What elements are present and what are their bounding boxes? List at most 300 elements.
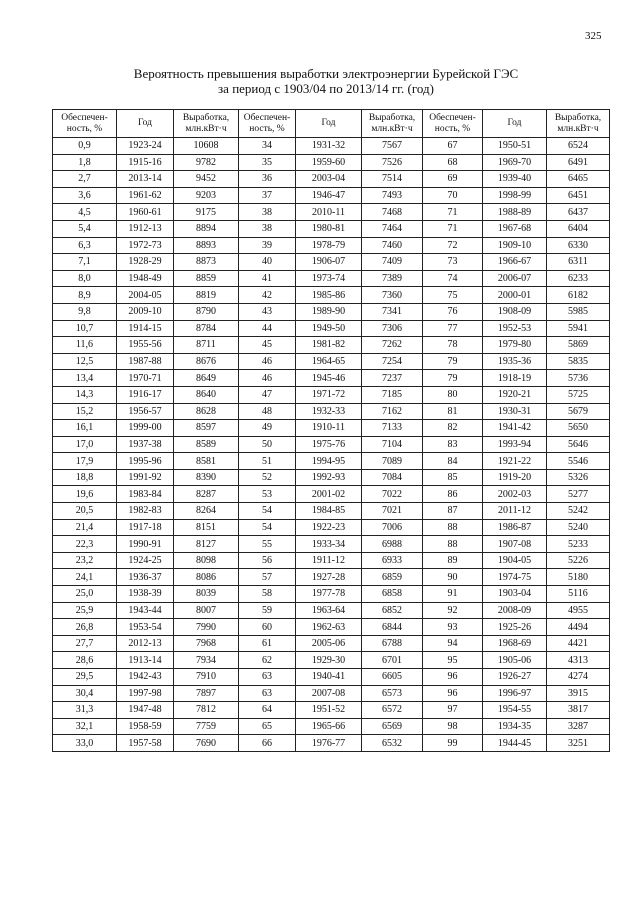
table-cell-year: 1919-20 (483, 469, 547, 486)
table-row (53, 635, 610, 652)
table-cell-year: 1918-19 (483, 370, 547, 387)
table-cell-year: 2005-06 (296, 635, 362, 652)
table-cell-supply: 58 (239, 586, 296, 603)
table-cell-output: 8784 (174, 320, 239, 337)
table-cell-year: 2009-10 (117, 303, 174, 320)
table-cell-year: 1911-12 (296, 552, 362, 569)
table-cell-output: 8628 (174, 403, 239, 420)
table-cell-supply: 8,0 (53, 270, 117, 287)
table-row (53, 138, 610, 155)
table-cell-year: 1978-79 (296, 237, 362, 254)
table-row (53, 370, 610, 387)
table-cell-year: 2013-14 (117, 171, 174, 188)
table-row (53, 337, 610, 354)
table-cell-output: 6491 (547, 154, 610, 171)
table-cell-year: 1961-62 (117, 187, 174, 204)
table-cell-output: 5242 (547, 503, 610, 520)
table-cell-year: 1969-70 (483, 154, 547, 171)
table-cell-year: 1968-69 (483, 635, 547, 652)
table-cell-supply: 15,2 (53, 403, 117, 420)
table-row (53, 486, 610, 503)
table-cell-year: 1962-63 (296, 619, 362, 636)
table-row (53, 287, 610, 304)
table-cell-output: 9203 (174, 187, 239, 204)
table-cell-supply: 54 (239, 519, 296, 536)
table-row (53, 254, 610, 271)
table-cell-year: 1931-32 (296, 138, 362, 155)
table-cell-year: 1936-37 (117, 569, 174, 586)
table-cell-output: 8790 (174, 303, 239, 320)
table-cell-year: 1940-41 (296, 669, 362, 686)
table-cell-output: 6182 (547, 287, 610, 304)
table-cell-year: 2012-13 (117, 635, 174, 652)
table-cell-supply: 94 (423, 635, 483, 652)
table-cell-output: 6572 (362, 702, 423, 719)
table-cell-year: 1991-92 (117, 469, 174, 486)
table-cell-supply: 24,1 (53, 569, 117, 586)
table-cell-year: 1934-35 (483, 718, 547, 735)
table-cell-output: 8086 (174, 569, 239, 586)
table-cell-supply: 16,1 (53, 420, 117, 437)
table-cell-supply: 68 (423, 154, 483, 171)
table-cell-year: 1917-18 (117, 519, 174, 536)
table-cell-supply: 37 (239, 187, 296, 204)
table-row (53, 602, 610, 619)
table-cell-output: 8711 (174, 337, 239, 354)
table-cell-year: 1910-11 (296, 420, 362, 437)
table-cell-output: 7084 (362, 469, 423, 486)
table-cell-supply: 98 (423, 718, 483, 735)
table-cell-year: 1963-64 (296, 602, 362, 619)
table-row (53, 552, 610, 569)
document-title (60, 66, 592, 96)
header-supply-1: Обеспечен-ность, % (53, 110, 117, 138)
table-cell-output: 8039 (174, 586, 239, 603)
table-cell-supply: 63 (239, 669, 296, 686)
table-cell-output: 7493 (362, 187, 423, 204)
table-cell-output: 7021 (362, 503, 423, 520)
table-row (53, 569, 610, 586)
table-cell-output: 8894 (174, 220, 239, 237)
table-cell-output: 7254 (362, 353, 423, 370)
table-row (53, 685, 610, 702)
table-cell-supply: 17,0 (53, 436, 117, 453)
table-cell-year: 1989-90 (296, 303, 362, 320)
table-cell-output: 7341 (362, 303, 423, 320)
table-cell-year: 1981-82 (296, 337, 362, 354)
table-cell-year: 1995-96 (117, 453, 174, 470)
table-header-row (53, 110, 610, 138)
table-cell-year: 1909-10 (483, 237, 547, 254)
table-cell-output: 8098 (174, 552, 239, 569)
table-cell-output: 8589 (174, 436, 239, 453)
table-cell-supply: 12,5 (53, 353, 117, 370)
table-cell-supply: 13,4 (53, 370, 117, 387)
table-cell-output: 7468 (362, 204, 423, 221)
table-cell-output: 5985 (547, 303, 610, 320)
table-cell-year: 1983-84 (117, 486, 174, 503)
table-cell-supply: 69 (423, 171, 483, 188)
table-cell-supply: 71 (423, 220, 483, 237)
table-cell-supply: 55 (239, 536, 296, 553)
table-cell-year: 1980-81 (296, 220, 362, 237)
table-cell-supply: 61 (239, 635, 296, 652)
table-cell-year: 1922-23 (296, 519, 362, 536)
table-cell-year: 1953-54 (117, 619, 174, 636)
table-cell-year: 1973-74 (296, 270, 362, 287)
table-row (53, 420, 610, 437)
table-cell-output: 5116 (547, 586, 610, 603)
table-cell-output: 8151 (174, 519, 239, 536)
table-cell-output: 5835 (547, 353, 610, 370)
table-cell-output: 7185 (362, 386, 423, 403)
table-cell-year: 1992-93 (296, 469, 362, 486)
table-cell-year: 1926-27 (483, 669, 547, 686)
table-cell-supply: 4,5 (53, 204, 117, 221)
table-cell-output: 8390 (174, 469, 239, 486)
table-cell-year: 1914-15 (117, 320, 174, 337)
table-cell-year: 2003-04 (296, 171, 362, 188)
table-cell-output: 7910 (174, 669, 239, 686)
table-cell-year: 1913-14 (117, 652, 174, 669)
table-cell-year: 1927-28 (296, 569, 362, 586)
table-cell-supply: 81 (423, 403, 483, 420)
table-cell-supply: 86 (423, 486, 483, 503)
table-cell-supply: 52 (239, 469, 296, 486)
table-cell-supply: 90 (423, 569, 483, 586)
table-cell-year: 1987-88 (117, 353, 174, 370)
table-cell-supply: 23,2 (53, 552, 117, 569)
table-cell-supply: 54 (239, 503, 296, 520)
header-output-3: Выработка, млн.кВт·ч (547, 110, 610, 138)
table-cell-output: 7306 (362, 320, 423, 337)
table-cell-year: 1925-26 (483, 619, 547, 636)
table-cell-output: 5233 (547, 536, 610, 553)
table-row (53, 386, 610, 403)
table-cell-year: 1924-25 (117, 552, 174, 569)
table-cell-year: 2011-12 (483, 503, 547, 520)
table-cell-supply: 59 (239, 602, 296, 619)
table-cell-supply: 7,1 (53, 254, 117, 271)
table-cell-supply: 60 (239, 619, 296, 636)
table-cell-supply: 39 (239, 237, 296, 254)
table-cell-year: 1954-55 (483, 702, 547, 719)
table-cell-supply: 65 (239, 718, 296, 735)
table-cell-output: 6311 (547, 254, 610, 271)
table-cell-output: 9782 (174, 154, 239, 171)
table-cell-output: 6844 (362, 619, 423, 636)
table-cell-supply: 84 (423, 453, 483, 470)
table-cell-year: 1986-87 (483, 519, 547, 536)
table-cell-output: 5736 (547, 370, 610, 387)
table-row (53, 204, 610, 221)
table-cell-output: 7409 (362, 254, 423, 271)
table-cell-year: 1950-51 (483, 138, 547, 155)
table-cell-supply: 82 (423, 420, 483, 437)
table-row (53, 536, 610, 553)
table-cell-year: 1951-52 (296, 702, 362, 719)
table-cell-output: 6465 (547, 171, 610, 188)
table-cell-year: 1999-00 (117, 420, 174, 437)
table-row (53, 453, 610, 470)
table-cell-output: 7389 (362, 270, 423, 287)
table-cell-year: 2004-05 (117, 287, 174, 304)
table-cell-year: 1979-80 (483, 337, 547, 354)
table-cell-output: 8819 (174, 287, 239, 304)
table-cell-year: 2010-11 (296, 204, 362, 221)
table-cell-supply: 67 (423, 138, 483, 155)
table-cell-year: 1932-33 (296, 403, 362, 420)
table-cell-output: 8581 (174, 453, 239, 470)
table-cell-year: 1943-44 (117, 602, 174, 619)
table-cell-output: 8264 (174, 503, 239, 520)
table-cell-output: 6988 (362, 536, 423, 553)
table-cell-year: 1905-06 (483, 652, 547, 669)
table-cell-output: 3287 (547, 718, 610, 735)
page-number: 325 (585, 30, 602, 42)
table-cell-output: 8676 (174, 353, 239, 370)
table-cell-supply: 18,8 (53, 469, 117, 486)
table-cell-year: 1966-67 (483, 254, 547, 271)
table-cell-output: 8287 (174, 486, 239, 503)
table-cell-supply: 47 (239, 386, 296, 403)
table-cell-supply: 46 (239, 370, 296, 387)
table-cell-supply: 34 (239, 138, 296, 155)
table-cell-year: 1908-09 (483, 303, 547, 320)
table-cell-year: 1933-34 (296, 536, 362, 553)
table-cell-output: 9175 (174, 204, 239, 221)
table-cell-year: 1965-66 (296, 718, 362, 735)
table-cell-year: 2001-02 (296, 486, 362, 503)
table-row (53, 702, 610, 719)
table-row (53, 220, 610, 237)
table-row (53, 669, 610, 686)
table-cell-supply: 85 (423, 469, 483, 486)
table-cell-year: 1907-08 (483, 536, 547, 553)
table-body (53, 138, 610, 752)
table-cell-supply: 79 (423, 370, 483, 387)
table-cell-output: 6330 (547, 237, 610, 254)
table-cell-output: 7162 (362, 403, 423, 420)
table-cell-year: 1903-04 (483, 586, 547, 603)
table-cell-year: 1904-05 (483, 552, 547, 569)
table-cell-supply: 80 (423, 386, 483, 403)
table-cell-year: 1930-31 (483, 403, 547, 420)
table-cell-year: 1959-60 (296, 154, 362, 171)
table-cell-year: 1944-45 (483, 735, 547, 752)
table-cell-supply: 89 (423, 552, 483, 569)
table-cell-year: 1964-65 (296, 353, 362, 370)
table-cell-supply: 96 (423, 685, 483, 702)
table-cell-output: 7690 (174, 735, 239, 752)
table-cell-output: 7006 (362, 519, 423, 536)
table-cell-output: 6524 (547, 138, 610, 155)
table-cell-output: 3915 (547, 685, 610, 702)
table-cell-output: 7089 (362, 453, 423, 470)
table-cell-year: 1906-07 (296, 254, 362, 271)
table-cell-year: 1996-97 (483, 685, 547, 702)
table-cell-output: 3251 (547, 735, 610, 752)
table-cell-year: 1920-21 (483, 386, 547, 403)
table-cell-supply: 17,9 (53, 453, 117, 470)
table-row (53, 619, 610, 636)
table-cell-supply: 91 (423, 586, 483, 603)
table-cell-output: 7526 (362, 154, 423, 171)
table-cell-supply: 73 (423, 254, 483, 271)
table-cell-year: 1941-42 (483, 420, 547, 437)
table-row (53, 718, 610, 735)
table-cell-supply: 87 (423, 503, 483, 520)
table-cell-output: 6788 (362, 635, 423, 652)
table-cell-supply: 2,7 (53, 171, 117, 188)
table-cell-supply: 28,6 (53, 652, 117, 669)
header-year-1: Год (117, 110, 174, 138)
table-cell-output: 7464 (362, 220, 423, 237)
header-output-1: Выработка, млн.кВт·ч (174, 110, 239, 138)
table-row (53, 503, 610, 520)
table-cell-supply: 44 (239, 320, 296, 337)
table-cell-year: 1994-95 (296, 453, 362, 470)
table-cell-output: 3817 (547, 702, 610, 719)
table-cell-supply: 79 (423, 353, 483, 370)
table-cell-supply: 99 (423, 735, 483, 752)
table-cell-output: 7460 (362, 237, 423, 254)
table-cell-output: 4421 (547, 635, 610, 652)
table-cell-output: 6532 (362, 735, 423, 752)
table-cell-output: 5546 (547, 453, 610, 470)
table-cell-supply: 20,5 (53, 503, 117, 520)
table-cell-output: 7360 (362, 287, 423, 304)
table-cell-year: 1945-46 (296, 370, 362, 387)
table-cell-year: 1921-22 (483, 453, 547, 470)
table-cell-year: 1928-29 (117, 254, 174, 271)
table-cell-year: 1915-16 (117, 154, 174, 171)
table-cell-supply: 88 (423, 536, 483, 553)
table-cell-year: 1997-98 (117, 685, 174, 702)
table-cell-supply: 96 (423, 669, 483, 686)
table-cell-supply: 63 (239, 685, 296, 702)
table-cell-output: 5869 (547, 337, 610, 354)
table-cell-supply: 9,8 (53, 303, 117, 320)
table-cell-output: 6404 (547, 220, 610, 237)
table-cell-supply: 42 (239, 287, 296, 304)
table-cell-output: 6852 (362, 602, 423, 619)
table-cell-year: 1976-77 (296, 735, 362, 752)
table-cell-output: 8597 (174, 420, 239, 437)
table-cell-supply: 78 (423, 337, 483, 354)
table-cell-output: 8873 (174, 254, 239, 271)
table-cell-supply: 93 (423, 619, 483, 636)
table-cell-supply: 40 (239, 254, 296, 271)
table-cell-supply: 74 (423, 270, 483, 287)
table-cell-supply: 45 (239, 337, 296, 354)
table-cell-output: 7934 (174, 652, 239, 669)
table-cell-year: 1923-24 (117, 138, 174, 155)
table-cell-supply: 25,9 (53, 602, 117, 619)
table-cell-year: 1947-48 (117, 702, 174, 719)
table-cell-supply: 32,1 (53, 718, 117, 735)
table-cell-year: 1972-73 (117, 237, 174, 254)
table-cell-output: 4955 (547, 602, 610, 619)
table-row (53, 735, 610, 752)
table-cell-supply: 62 (239, 652, 296, 669)
table-cell-supply: 3,6 (53, 187, 117, 204)
table-cell-output: 7133 (362, 420, 423, 437)
table-cell-output: 8007 (174, 602, 239, 619)
table-cell-output: 6701 (362, 652, 423, 669)
table-cell-supply: 66 (239, 735, 296, 752)
table-cell-year: 1946-47 (296, 187, 362, 204)
table-row (53, 403, 610, 420)
probability-table (52, 109, 610, 752)
table-cell-output: 4313 (547, 652, 610, 669)
header-year-3: Год (483, 110, 547, 138)
table-cell-year: 1967-68 (483, 220, 547, 237)
table-cell-output: 4274 (547, 669, 610, 686)
table-cell-supply: 30,4 (53, 685, 117, 702)
table-cell-output: 5679 (547, 403, 610, 420)
table-cell-year: 1984-85 (296, 503, 362, 520)
table-cell-year: 2007-08 (296, 685, 362, 702)
table-cell-year: 1912-13 (117, 220, 174, 237)
table-cell-output: 5941 (547, 320, 610, 337)
table-cell-year: 1948-49 (117, 270, 174, 287)
table-cell-output: 6573 (362, 685, 423, 702)
table-cell-year: 1985-86 (296, 287, 362, 304)
table-cell-year: 1937-38 (117, 436, 174, 453)
table-row (53, 187, 610, 204)
table-cell-output: 7237 (362, 370, 423, 387)
table-row (53, 652, 610, 669)
table-cell-output: 8640 (174, 386, 239, 403)
table-cell-supply: 71 (423, 204, 483, 221)
table-cell-supply: 35 (239, 154, 296, 171)
table-cell-year: 1970-71 (117, 370, 174, 387)
table-cell-output: 6933 (362, 552, 423, 569)
title-line-2: за период с 1903/04 по 2013/14 гг. (год) (218, 81, 434, 96)
table-row (53, 436, 610, 453)
table-cell-supply: 43 (239, 303, 296, 320)
table-row (53, 303, 610, 320)
table-cell-output: 7812 (174, 702, 239, 719)
table-cell-supply: 92 (423, 602, 483, 619)
header-output-2: Выработка, млн.кВт·ч (362, 110, 423, 138)
table-cell-output: 8127 (174, 536, 239, 553)
table-cell-supply: 25,0 (53, 586, 117, 603)
table-cell-year: 1939-40 (483, 171, 547, 188)
table-cell-year: 1958-59 (117, 718, 174, 735)
table-cell-supply: 1,8 (53, 154, 117, 171)
table-cell-supply: 97 (423, 702, 483, 719)
table-cell-year: 1942-43 (117, 669, 174, 686)
table-cell-supply: 21,4 (53, 519, 117, 536)
table-cell-output: 9452 (174, 171, 239, 188)
table-cell-supply: 75 (423, 287, 483, 304)
table-row (53, 469, 610, 486)
table-cell-supply: 5,4 (53, 220, 117, 237)
table-cell-year: 1990-91 (117, 536, 174, 553)
table-cell-year: 1955-56 (117, 337, 174, 354)
table-cell-supply: 41 (239, 270, 296, 287)
table-row (53, 586, 610, 603)
table-cell-output: 6859 (362, 569, 423, 586)
table-cell-supply: 6,3 (53, 237, 117, 254)
table-cell-year: 1952-53 (483, 320, 547, 337)
table-cell-supply: 95 (423, 652, 483, 669)
table-cell-output: 7514 (362, 171, 423, 188)
table-row (53, 353, 610, 370)
table-cell-output: 5650 (547, 420, 610, 437)
